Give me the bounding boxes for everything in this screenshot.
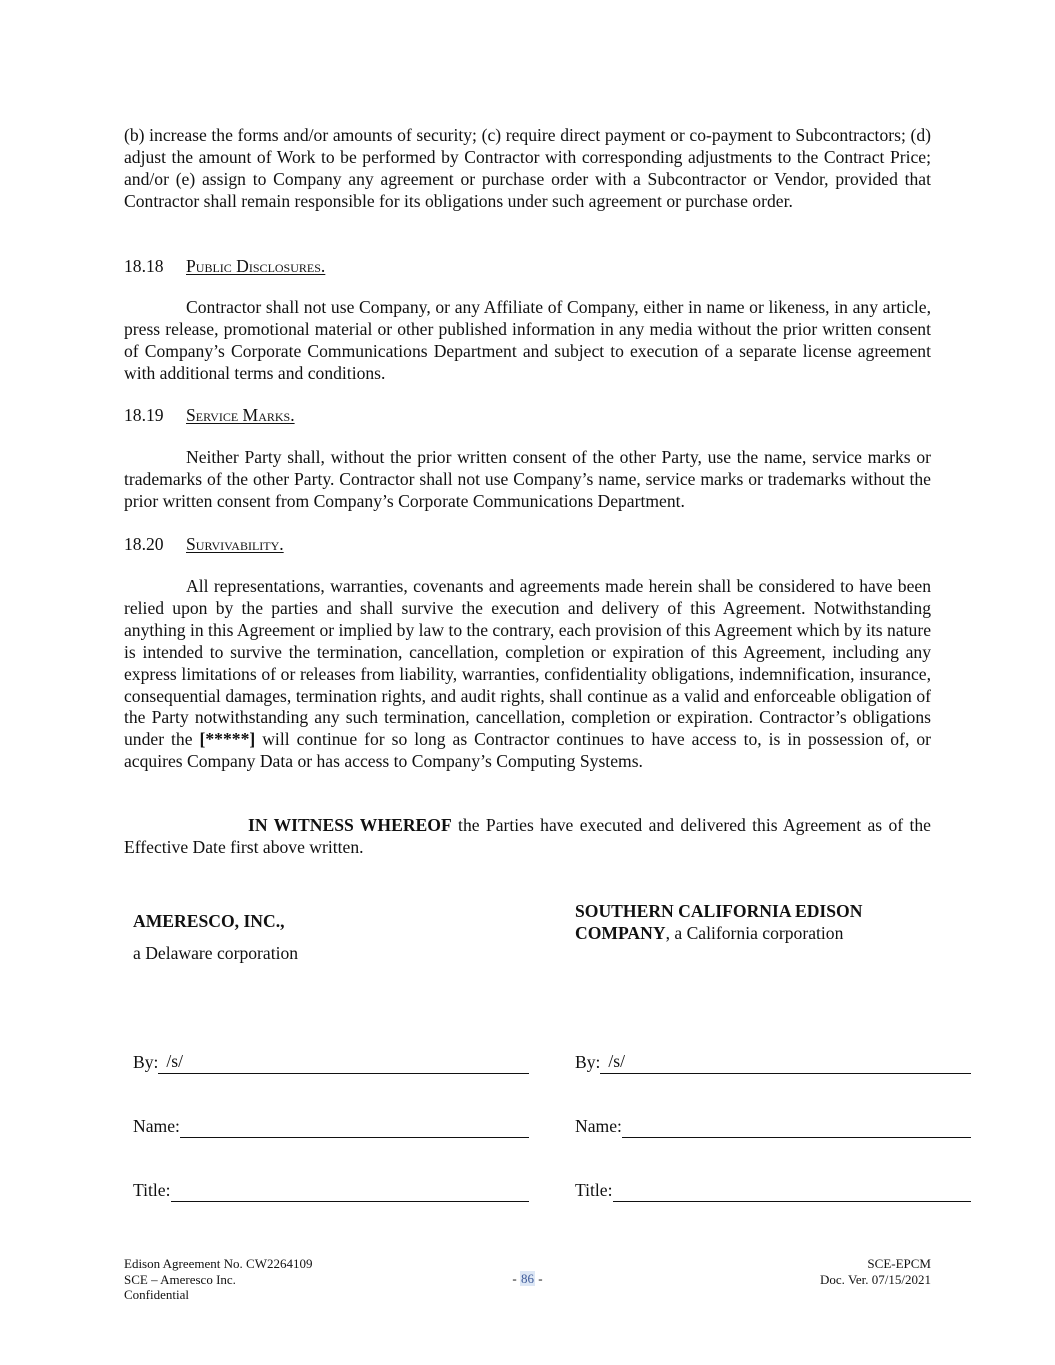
- witness-clause: [124, 815, 931, 859]
- by-label: By:: [575, 1052, 601, 1072]
- party-name-company: COMPANY: [575, 922, 666, 943]
- continuation-paragraph: (b) increase the forms and/or amounts of security; (c) require direct payment or co-payment to Subcontractors; (d) adjust the amount of Work to be performed by Contractor with corresponding adjustments to the Contract Price; and/or (e) assign to Company any agreement or purchase order with a Subcontractor or Vendor, provided that Contractor shall remain responsible for its obligations under such agreement or purchase order.: [124, 125, 931, 211]
- witness-lead: IN WITNESS WHEREOF: [248, 815, 452, 835]
- by-signature-value: /s/: [166, 1051, 184, 1071]
- page-number: 86: [521, 1271, 534, 1286]
- section-title: Public Disclosures.: [186, 256, 326, 276]
- survivability-text-part2: will continue for so long as Contractor continues to have access to, is in possession of, or acquires Company Data or has access to Company’s Computing Systems.: [124, 729, 931, 772]
- footer-right: [820, 1256, 931, 1287]
- witness-rest: the Parties have executed and delivered this Agreement as of the Effective Date first above written.: [124, 815, 931, 857]
- by-signature-field[interactable]: [600, 1053, 971, 1074]
- name-label: Name:: [133, 1116, 180, 1136]
- section-body-18-20: [124, 576, 931, 773]
- title-field[interactable]: [613, 1181, 972, 1202]
- section-number: 18.20: [124, 534, 164, 554]
- section-heading-18-20: [124, 534, 284, 556]
- section-number: 18.18: [124, 256, 164, 276]
- page-number-prefix: -: [512, 1271, 520, 1286]
- title-label: Title:: [575, 1180, 613, 1200]
- party-desc: a Delaware corporation: [133, 943, 299, 963]
- document-version: Doc. Ver. 07/15/2021: [820, 1271, 931, 1287]
- redaction-marker: [*****]: [199, 729, 256, 750]
- section-body-18-19: Neither Party shall, without the prior written consent of the other Party, use the name, service marks or trademarks of the other Party. Contractor shall not use Company’s name, service marks or trademarks without the prior written consent from Company’s Corporate Communications Department.: [124, 447, 931, 511]
- section-heading-18-18: [124, 256, 325, 278]
- section-body-18-18: Contractor shall not use Company, or any Affiliate of Company, either in name or likeness, in any article, press release, promotional material or other published information in any media without the prior written consent of Company’s Corporate Communications Department and subject to execution of a separate license agreement with additional terms and conditions.: [124, 297, 931, 383]
- confidential-label: Confidential: [124, 1287, 189, 1302]
- signatory-ameresco: [133, 911, 285, 933]
- survivability-text-part1: All representations, warranties, covenants and agreements made herein shall be considered to have been relied upon by the parties and shall survive the execution and delivery of this Agreement. Notwithstanding anything in this Agreement or implied by law to the contrary, each provision of this Agreement which by its nature is intended to survive the termination, cancellation, completion or expiration of this Agreement, including any express limitations of or releases from liability, warranties, confidentiality obligations, indemnification, insurance, consequential damages, termination rights, and audit rights, shall continue as a valid and enforceable obligation of the Party notwithstanding any such termination, cancellation, completion or expiration. Contractor’s obligations under the: [124, 576, 932, 750]
- by-signature-value: /s/: [608, 1051, 626, 1071]
- title-field[interactable]: [171, 1181, 530, 1202]
- party-name-line2: [575, 923, 862, 945]
- by-label: By:: [133, 1052, 159, 1072]
- section-title: Service Marks.: [186, 405, 295, 425]
- party-desc-ameresco: [133, 943, 298, 965]
- party-desc: , a California corporation: [665, 922, 844, 943]
- name-field[interactable]: [180, 1117, 529, 1138]
- section-title: Survivability.: [186, 534, 284, 554]
- agreement-number: Edison Agreement No. CW2264109: [124, 1256, 313, 1271]
- section-number: 18.19: [124, 405, 164, 425]
- section-heading-18-19: [124, 405, 295, 427]
- signatory-sce: [575, 901, 862, 945]
- name-line-ameresco[interactable]: [133, 1116, 529, 1138]
- name-line-sce[interactable]: [575, 1116, 971, 1138]
- name-field[interactable]: [622, 1117, 971, 1138]
- document-code: SCE-EPCM: [867, 1256, 931, 1271]
- party-name-line1: SOUTHERN CALIFORNIA EDISON: [575, 901, 863, 921]
- by-line-sce[interactable]: [575, 1052, 971, 1074]
- party-name: AMERESCO, INC.,: [133, 911, 285, 931]
- title-label: Title:: [133, 1180, 171, 1200]
- by-line-ameresco[interactable]: [133, 1052, 529, 1074]
- parties-label: SCE – Ameresco Inc.: [124, 1271, 236, 1287]
- name-label: Name:: [575, 1116, 622, 1136]
- by-signature-field[interactable]: [158, 1053, 529, 1074]
- page-number-suffix: -: [535, 1271, 543, 1286]
- title-line-ameresco[interactable]: [133, 1180, 529, 1202]
- title-line-sce[interactable]: [575, 1180, 971, 1202]
